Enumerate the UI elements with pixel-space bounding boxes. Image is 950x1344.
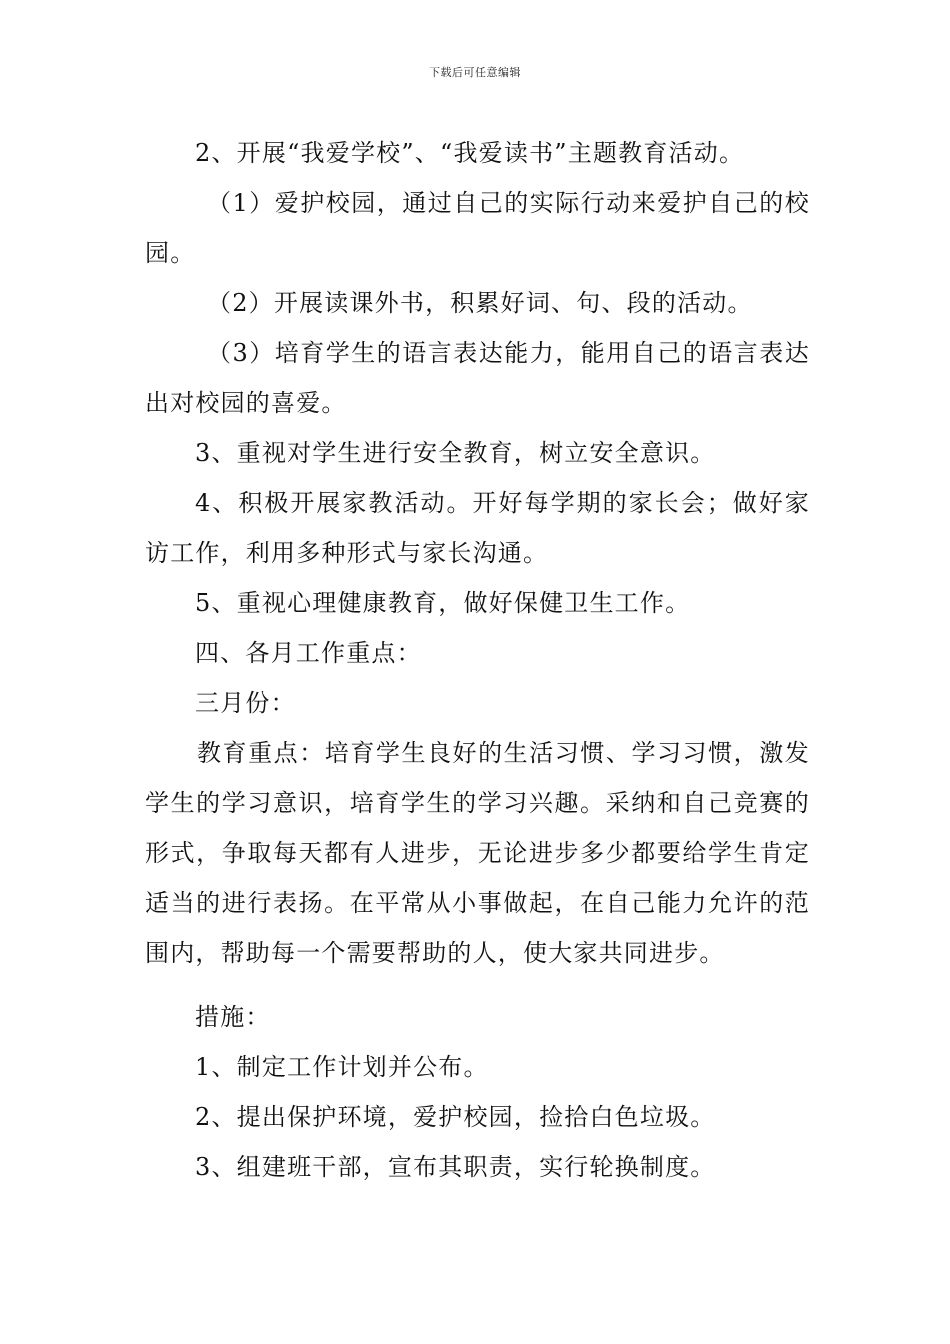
paragraph-item-5: 5、重视心理健康教育，做好保健卫生工作。 bbox=[195, 589, 691, 617]
measure-item-2: 2、提出保护环境，爱护校园，捡拾白色垃圾。 bbox=[195, 1103, 716, 1131]
paragraph-item-4: 4、积极开展家教活动。开好每学期的家长会；做好家访工作，利用多种形式与家长沟通。 bbox=[145, 489, 810, 567]
measures-heading: 措施： bbox=[195, 1003, 271, 1031]
paragraph-education-focus: 教育重点：培育学生良好的生活习惯、学习习惯，激发学生的学习意识，培育学生的学习兴趣。采纳和自己竞赛的形式，争取每天都有人进步，无论进步多少都要给学生肯定适当的进行表扬。在平常从小事做起，在自己能力允许的范围内，帮助每一个需要帮助的人，使大家共同进步。 bbox=[145, 739, 810, 967]
measure-item-3: 3、组建班干部，宣布其职责，实行轮换制度。 bbox=[195, 1153, 716, 1181]
paragraph-item-3: 3、重视对学生进行安全教育，树立安全意识。 bbox=[195, 439, 716, 467]
document-body bbox=[145, 128, 810, 1192]
paragraph-spacer bbox=[145, 978, 810, 992]
paragraph-subitem-2: （2）开展读课外书，积累好词、句、段的活动。 bbox=[207, 289, 753, 317]
paragraph-subitem-1: （1）爱护校园，通过自己的实际行动来爱护自己的校园。 bbox=[145, 189, 810, 267]
month-heading-march: 三月份： bbox=[195, 689, 296, 717]
paragraph-item-2: 2、开展“我爱学校”、“我爱读书”主题教育活动。 bbox=[195, 139, 745, 167]
measure-item-1: 1、制定工作计划并公布。 bbox=[195, 1053, 489, 1081]
section-heading-monthly-focus: 四、各月工作重点： bbox=[195, 639, 422, 667]
page-header: 下载后可任意编辑 bbox=[429, 66, 521, 79]
paragraph-subitem-3: （3）培育学生的语言表达能力，能用自己的语言表达出对校园的喜爱。 bbox=[145, 339, 810, 417]
